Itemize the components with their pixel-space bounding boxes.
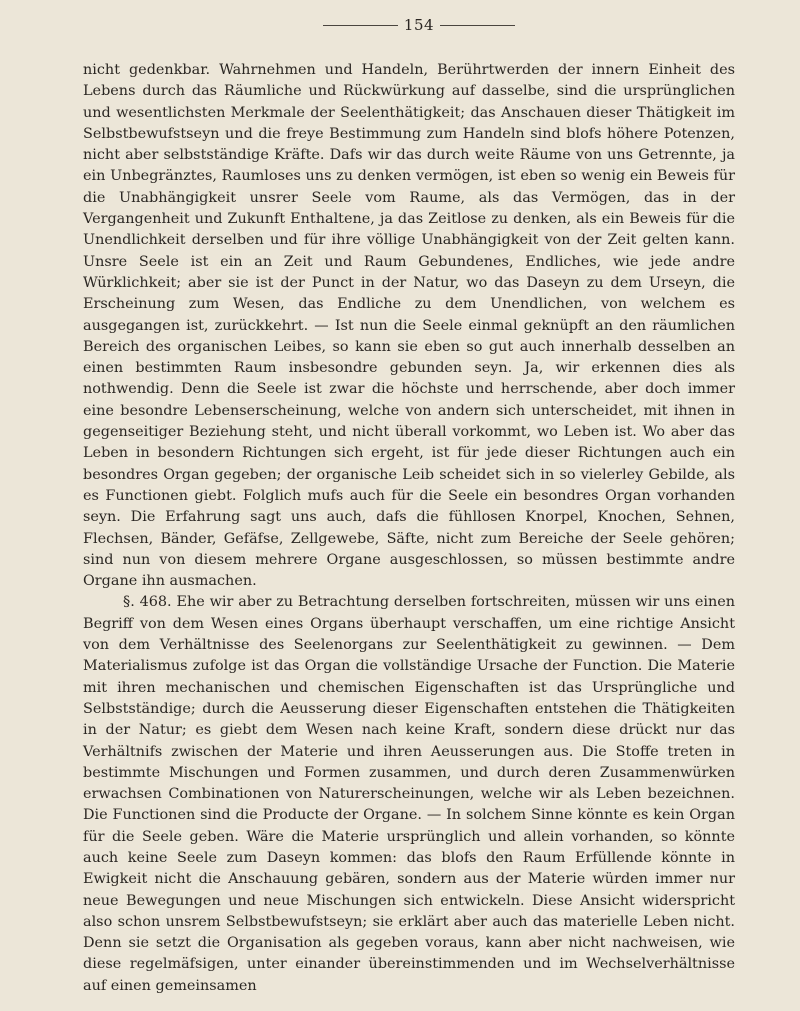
page-number: 154 (403, 16, 435, 34)
header-rule-right (440, 25, 515, 26)
page-body (83, 60, 735, 997)
section-paragraph: §. 468. Ehe wir aber zu Betrachtung derselben fortschreiten, müssen wir uns einen Begriff von dem Wesen eines Organs überhaupt verschaffen, um eine richtige Ansicht von dem Verhältnisse des Seelenorgans zur Seelenthätigkeit zu gewinnen. — Dem Materialismus zufolge ist das Organ die vollständige Ursache der Function. Die Materie mit ihren mechanischen und chemischen Eigenschaften ist das Ursprüngliche und Selbstständige; durch die Aeusserung dieser Eigenschaften entstehen die Thätigkeiten in der Natur; es giebt dem Wesen nach keine Kraft, sondern diese drückt nur das Verhältnifs zwischen der Materie und ihren Aeusserungen aus. Die Stoffe treten in bestimmte Mischungen und Formen zusammen, und durch deren Zusammenwürken erwachsen Combinationen von Naturerscheinungen, welche wir als Leben bezeichnen. Die Functionen sind die Producte der Organe. — In solchem Sinne könnte es kein Organ für die Seele geben. Wäre die Materie ursprünglich und allein vorhanden, so könnte auch keine Seele zum Daseyn kommen: das blofs den Raum Erfüllende könnte in Ewigkeit nicht die Anschauung gebären, sondern aus der Materie würden immer nur neue Bewegungen und neue Mischungen sich entwickeln. Diese Ansicht widerspricht also schon unsrem Selbstbewufstseyn; sie erklärt aber auch das materielle Leben nicht. Denn sie setzt die Organisation als gegeben voraus, kann aber nicht nachweisen, wie diese regelmäfsigen, unter einander übereinstimmenden und im Wechselverhältnisse auf einen gemeinsamen (83, 594, 735, 994)
paragraph: nicht gedenkbar. Wahrnehmen und Handeln, Berührtwerden der innern Einheit des Lebens durch das Räumliche und Rückwürkung auf dasselbe, sind die ursprünglichen und wesentlichsten Merkmale der Seelenthätigkeit; das Anschauen dieser Thätigkeit im Selbstbewufstseyn und die freye Bestimmung zum Handeln sind blofs höhere Potenzen, nicht aber selbstständige Kräfte. Dafs wir das durch weite Räume von uns Getrennte, ja ein Unbegränztes, Raumloses uns zu denken vermögen, ist eben so wenig ein Beweis für die Unabhängigkeit unsrer Seele vom Raume, als das Vermögen, das in der Vergangenheit und Zukunft Enthaltene, ja das Zeitlose zu denken, als ein Beweis für die Unendlichkeit derselben und für ihre völlige Unabhängigkeit von der Zeit gelten kann. Unsre Seele ist ein an Zeit und Raum Gebundenes, Endliches, wie jede andre Würklichkeit; aber sie ist der Punct in der Natur, wo das Daseyn zu dem Urseyn, die Erscheinung zum Wesen, das Endliche zu dem Unendlichen, von welchem es ausgegangen ist, zurückkehrt. — Ist nun die Seele einmal geknüpft an den räumlichen Bereich des organischen Leibes, so kann sie eben so gut auch innerhalb desselben an einen bestimmten Raum insbesondre gebunden seyn. Ja, wir erkennen dies als nothwendig. Denn die Seele ist zwar die höchste und herrschende, aber doch immer eine besondre Lebenserscheinung, welche von andern sich unterscheidet, mit ihnen in gegenseitiger Beziehung steht, und nicht überall vorkommt, wo Leben ist. Wo aber das Leben in besondern Richtungen sich ergeht, ist für jede dieser Richtungen auch ein besondres Organ gegeben; der organische Leib scheidet sich in so vielerley Gebilde, als es Functionen giebt. Folglich mufs auch für die Seele ein besondres Organ vorhanden seyn. Die Erfahrung sagt uns auch, dafs die fühllosen Knorpel, Knochen, Sehnen, Flechsen, Bänder, Gefäfse, Zellgewebe, Säfte, nicht zum Bereiche der Seele gehören; sind nun von diesem mehrere Organe ausgeschlossen, so müssen bestimmte andre Organe ihn ausmachen. (83, 62, 735, 590)
page-header (103, 10, 735, 40)
header-rule-left (323, 25, 398, 26)
